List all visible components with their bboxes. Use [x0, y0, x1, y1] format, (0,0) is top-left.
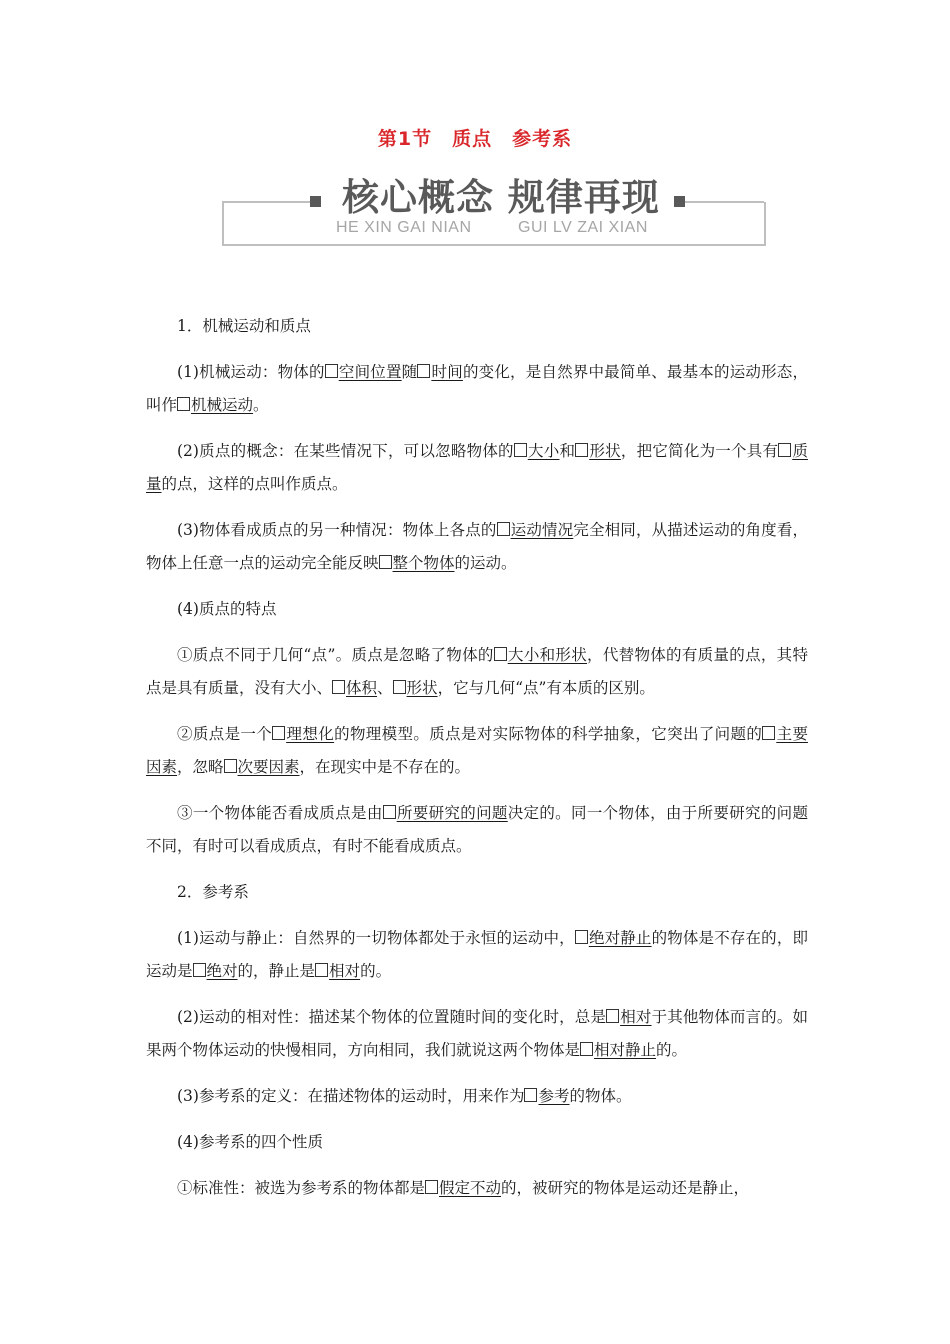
text-run: ，代替物体的有质量的点，其特点是具有质量，没有大小、 [146, 646, 808, 697]
key-term: 绝对 [193, 962, 238, 980]
text-run: 2．参考系 [177, 883, 249, 901]
blank-box-icon [497, 522, 510, 536]
text-run: (2)质点的概念：在某些情况下，可以忽略物体的 [177, 442, 514, 460]
banner-heading: 核心概念 规律再现 [342, 176, 660, 219]
key-term: 体积 [332, 679, 377, 697]
paragraph [146, 514, 808, 580]
banner-pinyin-left: HE XIN GAI NIAN [336, 219, 472, 236]
blank-box-icon [315, 963, 328, 977]
text-run: (4)参考系的四个性质 [177, 1133, 323, 1151]
section-title [0, 124, 950, 151]
key-term: 大小 [514, 442, 560, 460]
blank-box-icon [393, 680, 406, 694]
key-term: 绝对静止 [575, 929, 652, 947]
text-run: ，它与几何“点”有本质的区别。 [437, 679, 655, 697]
text-run: 的物体。 [569, 1087, 632, 1105]
key-term: 次要因素 [224, 758, 300, 776]
text-run: 。 [253, 396, 269, 414]
text-run: 决定的。同一个物体，由于所要研究的问题不同，有时可以看成质点，有时不能看成质点。 [146, 804, 808, 855]
blank-box-icon [606, 1009, 619, 1023]
key-term: 参考 [524, 1087, 569, 1105]
text-run: 的变化，是自然界中最简单、最基本的运动形态，叫作 [146, 363, 808, 414]
section-number: 第1节 [377, 128, 433, 150]
key-term: 运动情况 [497, 521, 574, 539]
text-run: ，在现实中是不存在的。 [299, 758, 471, 776]
blank-box-icon [514, 443, 527, 457]
paragraph [146, 797, 808, 863]
banner-line-left [222, 201, 314, 203]
text-run: ③一个物体能否看成质点是由 [177, 804, 383, 822]
paragraph [146, 1172, 808, 1205]
text-run: (1)运动与静止：自然界的一切物体都处于永恒的运动中， [177, 929, 575, 947]
blank-box-icon [383, 805, 396, 819]
blank-box-icon [272, 726, 285, 740]
text-run: (2)运动的相对性：描述某个物体的位置随时间的变化时，总是 [177, 1008, 607, 1026]
key-term: 相对 [315, 962, 360, 980]
document-body [146, 310, 808, 1218]
blank-box-icon [778, 443, 791, 457]
blank-box-icon [575, 930, 588, 944]
paragraph [146, 1080, 808, 1113]
paragraph [146, 922, 808, 988]
paragraph [146, 718, 808, 784]
blank-box-icon [325, 364, 338, 378]
key-term: 假定不动 [425, 1179, 501, 1197]
paragraph [146, 310, 808, 343]
blank-box-icon [575, 443, 588, 457]
blank-box-icon [332, 680, 345, 694]
text-run: (3)物体看成质点的另一种情况：物体上各点的 [177, 521, 497, 539]
text-run: ①质点不同于几何“点”。质点是忽略了物体的 [177, 646, 494, 664]
blank-box-icon [494, 647, 507, 661]
paragraph [146, 435, 808, 501]
text-run: ，把它简化为一个具有 [620, 442, 779, 460]
text-run: (3)参考系的定义：在描述物体的运动时，用来作为 [177, 1087, 525, 1105]
banner-line-right [678, 201, 764, 203]
paragraph [146, 876, 808, 909]
text-run: 1．机械运动和质点 [177, 317, 311, 335]
key-term: 大小和形状 [494, 646, 587, 664]
text-run: 的点，这样的点叫作质点。 [161, 475, 348, 493]
key-term: 时间 [417, 363, 463, 381]
blank-box-icon [417, 364, 430, 378]
key-term: 机械运动 [177, 396, 253, 414]
text-run: 的。 [656, 1041, 688, 1059]
text-run: 的运动。 [454, 554, 517, 572]
blank-box-icon [580, 1042, 593, 1056]
blank-box-icon [524, 1088, 537, 1102]
text-run: 于其他物体而言的。如果两个物体运动的快慢相同，方向相同，我们就说这两个物体是 [146, 1008, 808, 1059]
key-term: 主要因素 [146, 725, 808, 776]
text-run: 的物体是不存在的，即运动是 [146, 929, 808, 980]
paragraph [146, 593, 808, 626]
paragraph [146, 356, 808, 422]
paragraph [146, 639, 808, 705]
text-run: 和 [559, 442, 576, 460]
text-run: ②质点是一个 [177, 725, 273, 743]
text-run: 完全相同，从描述运动的角度看，物体上任意一点的运动完全能反映 [146, 521, 808, 572]
text-run: 的，被研究的物体是运动还是静止， [501, 1179, 750, 1197]
blank-box-icon [762, 726, 775, 740]
key-term: 相对 [606, 1008, 651, 1026]
key-term: 所要研究的问题 [383, 804, 508, 822]
text-run: 、 [377, 679, 393, 697]
section-banner [222, 174, 764, 246]
text-run: 的。 [360, 962, 392, 980]
key-term: 质量 [146, 442, 808, 493]
text-run: 的，静止是 [237, 962, 316, 980]
text-run: (4)质点的特点 [177, 600, 277, 618]
paragraph [146, 1001, 808, 1067]
section-topic-1: 质点 [452, 128, 493, 150]
key-term: 理想化 [272, 725, 334, 743]
blank-box-icon [224, 759, 237, 773]
blank-box-icon [425, 1180, 438, 1194]
section-topic-2: 参考系 [512, 128, 573, 150]
key-term: 整个物体 [379, 554, 455, 572]
text-run: 随 [401, 363, 418, 381]
blank-box-icon [193, 963, 206, 977]
blank-box-icon [177, 397, 190, 411]
text-run: ①标准性：被选为参考系的物体都是 [177, 1179, 426, 1197]
key-term: 空间位置 [325, 363, 402, 381]
banner-pinyin-right: GUI LV ZAI XIAN [518, 219, 648, 236]
paragraph [146, 1126, 808, 1159]
text-run: (1)机械运动：物体的 [177, 363, 325, 381]
banner-square-left [310, 196, 321, 207]
text-run: 的物理模型。质点是对实际物体的科学抽象，它突出了问题的 [334, 725, 763, 743]
blank-box-icon [379, 555, 392, 569]
key-term: 形状 [393, 679, 438, 697]
text-run: ，忽略 [177, 758, 224, 776]
key-term: 形状 [575, 442, 621, 460]
key-term: 相对静止 [580, 1041, 656, 1059]
